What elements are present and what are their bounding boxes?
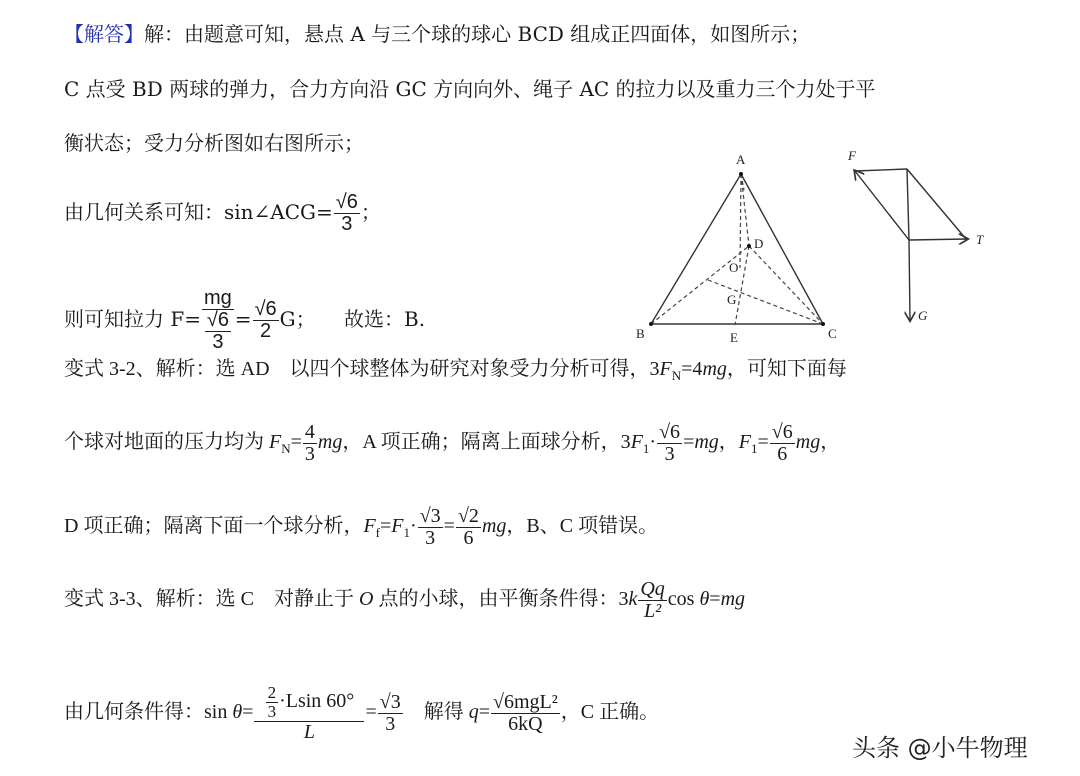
solution-line-2: C 点受 BD 两球的弹力，合力方向沿 GC 方向向外、绳子 AC 的拉力以及重力三个力处于平 <box>64 77 876 101</box>
solution-line-4: 由几何关系可知：sin∠ACG= $\frac{√6}{3}$ ； <box>64 191 381 235</box>
fraction: $\frac{√6}{3}$ <box>335 191 358 235</box>
label-G: G <box>727 292 737 307</box>
label-A: A <box>736 152 746 167</box>
label-T: T <box>976 232 984 247</box>
fraction: $\frac{√6}{2}$ <box>254 298 277 342</box>
label-E: E <box>730 330 738 345</box>
answer-header-tag: 【解答】 <box>64 22 144 46</box>
solution-line-3: 衡状态；受力分析图如右图所示； <box>64 131 364 155</box>
compound-fraction: $\frac{mg}{\frac{√6}{3}}$ <box>204 287 232 353</box>
variant-3-3-line-2: 由几何条件得：sin θ= $\frac{2}{3}$ ·Lsin 60° L = $\frac{√3}{3}$ 解得 q= $\frac{\text{√6mgL²}}{6kQ}$ ，C 正确。 <box>64 683 660 743</box>
label-F: F <box>848 148 856 163</box>
variant-3-3-line-1: 变式 3-3、解析：选 C 对静止于 O 点的小球，由平衡条件得：3k $\frac{Qq}{\text{L²}}$ cos θ=mg <box>64 578 746 622</box>
label-G-force: G <box>918 308 928 323</box>
solution-line-1: 【解答】解：由题意可知，悬点 A 与三个球的球心 BCD 组成正四面体，如图所示； <box>64 22 811 46</box>
label-D: D <box>754 236 764 251</box>
variant-3-2-line-2: 个球对地面的压力均为 $F_N=$ $\frac{4}{3}$ mg，A 项正确；隔离上面球分析，$3F_1\cdot$ $\frac{√6}{3}$ =mg，$F_1=$ $\frac{√6}{6}$ mg， <box>64 421 841 465</box>
label-C: C <box>828 326 837 341</box>
label-B: B <box>636 326 645 341</box>
watermark: 头条 @小牛物理 <box>852 734 1028 762</box>
tetrahedron-diagram <box>630 150 850 350</box>
answer-choice: 故选：B. <box>344 307 426 331</box>
label-O: O <box>729 260 739 275</box>
force-diagram <box>830 140 1000 330</box>
solution-line-5: 则可知拉力 F= $\frac{mg}{\frac{√6}{3}}$ = $\frac{√6}{2}$ G； 故选：B. <box>64 287 426 353</box>
variant-3-2-line-1: 变式 3-2、解析：选 AD 以四个球整体为研究对象受力分析可得，$3F_N=4mg$，可知下面每 <box>64 358 847 383</box>
variant-3-2-line-3: D 项正确；隔离下面一个球分析，$F_f=F_1\cdot$ $\frac{√3}{3}$ = $\frac{√2}{6}$ mg，B、C 项错误。 <box>64 505 659 549</box>
